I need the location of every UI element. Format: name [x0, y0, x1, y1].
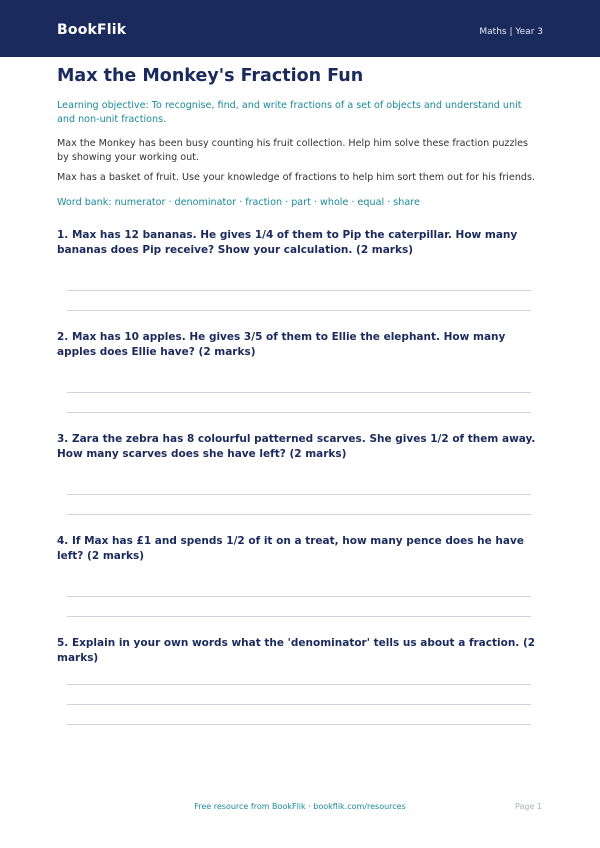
- brand-logo: BookFlik: [57, 22, 127, 38]
- page-number: Page 1: [515, 802, 542, 811]
- answer-line[interactable]: [67, 514, 531, 515]
- answer-line[interactable]: [67, 724, 531, 725]
- answer-line[interactable]: [67, 392, 531, 393]
- answer-line[interactable]: [67, 616, 531, 617]
- page-title: Max the Monkey's Fraction Fun: [57, 66, 364, 86]
- page-footer: [0, 802, 600, 814]
- answer-line[interactable]: [67, 704, 531, 705]
- question-3: 3. Zara the zebra has 8 colourful patterned scarves. She gives 1/2 of them away. How many scarves does she have left? (2 marks): [57, 433, 536, 460]
- footer-link[interactable]: Free resource from BookFlik · bookflik.com/resources: [194, 802, 406, 811]
- intro-paragraph-1: Max the Monkey has been busy counting his fruit collection. Help him solve these fraction puzzles by showing your working out.: [57, 138, 529, 163]
- subject-label: Maths | Year 3: [479, 27, 543, 37]
- answer-line[interactable]: [67, 310, 531, 311]
- question-4: 4. If Max has £1 and spends 1/2 of it on a treat, how many pence does he have left? (2 marks): [57, 535, 524, 562]
- answer-line[interactable]: [67, 596, 531, 597]
- page-header: [0, 0, 600, 57]
- learning-objective: Learning objective: To recognise, find, and write fractions of a set of objects and understand unit and non-unit fractions.: [57, 100, 522, 125]
- question-1: 1. Max has 12 bananas. He gives 1/4 of them to Pip the caterpillar. How many bananas does Pip receive? Show your calculation. (2 marks): [57, 229, 518, 256]
- answer-line[interactable]: [67, 412, 531, 413]
- answer-line[interactable]: [67, 684, 531, 685]
- answer-line[interactable]: [67, 290, 531, 291]
- intro-paragraph-2: Max has a basket of fruit. Use your knowledge of fractions to help him sort them out for his friends.: [57, 172, 536, 183]
- question-2: 2. Max has 10 apples. He gives 3/5 of them to Ellie the elephant. How many apples does Ellie have? (2 marks): [57, 331, 506, 358]
- answer-line[interactable]: [67, 494, 531, 495]
- word-bank: Word bank: numerator · denominator · fraction · part · whole · equal · share: [57, 197, 420, 208]
- question-5: 5. Explain in your own words what the 'denominator' tells us about a fraction. (2 marks): [57, 637, 536, 664]
